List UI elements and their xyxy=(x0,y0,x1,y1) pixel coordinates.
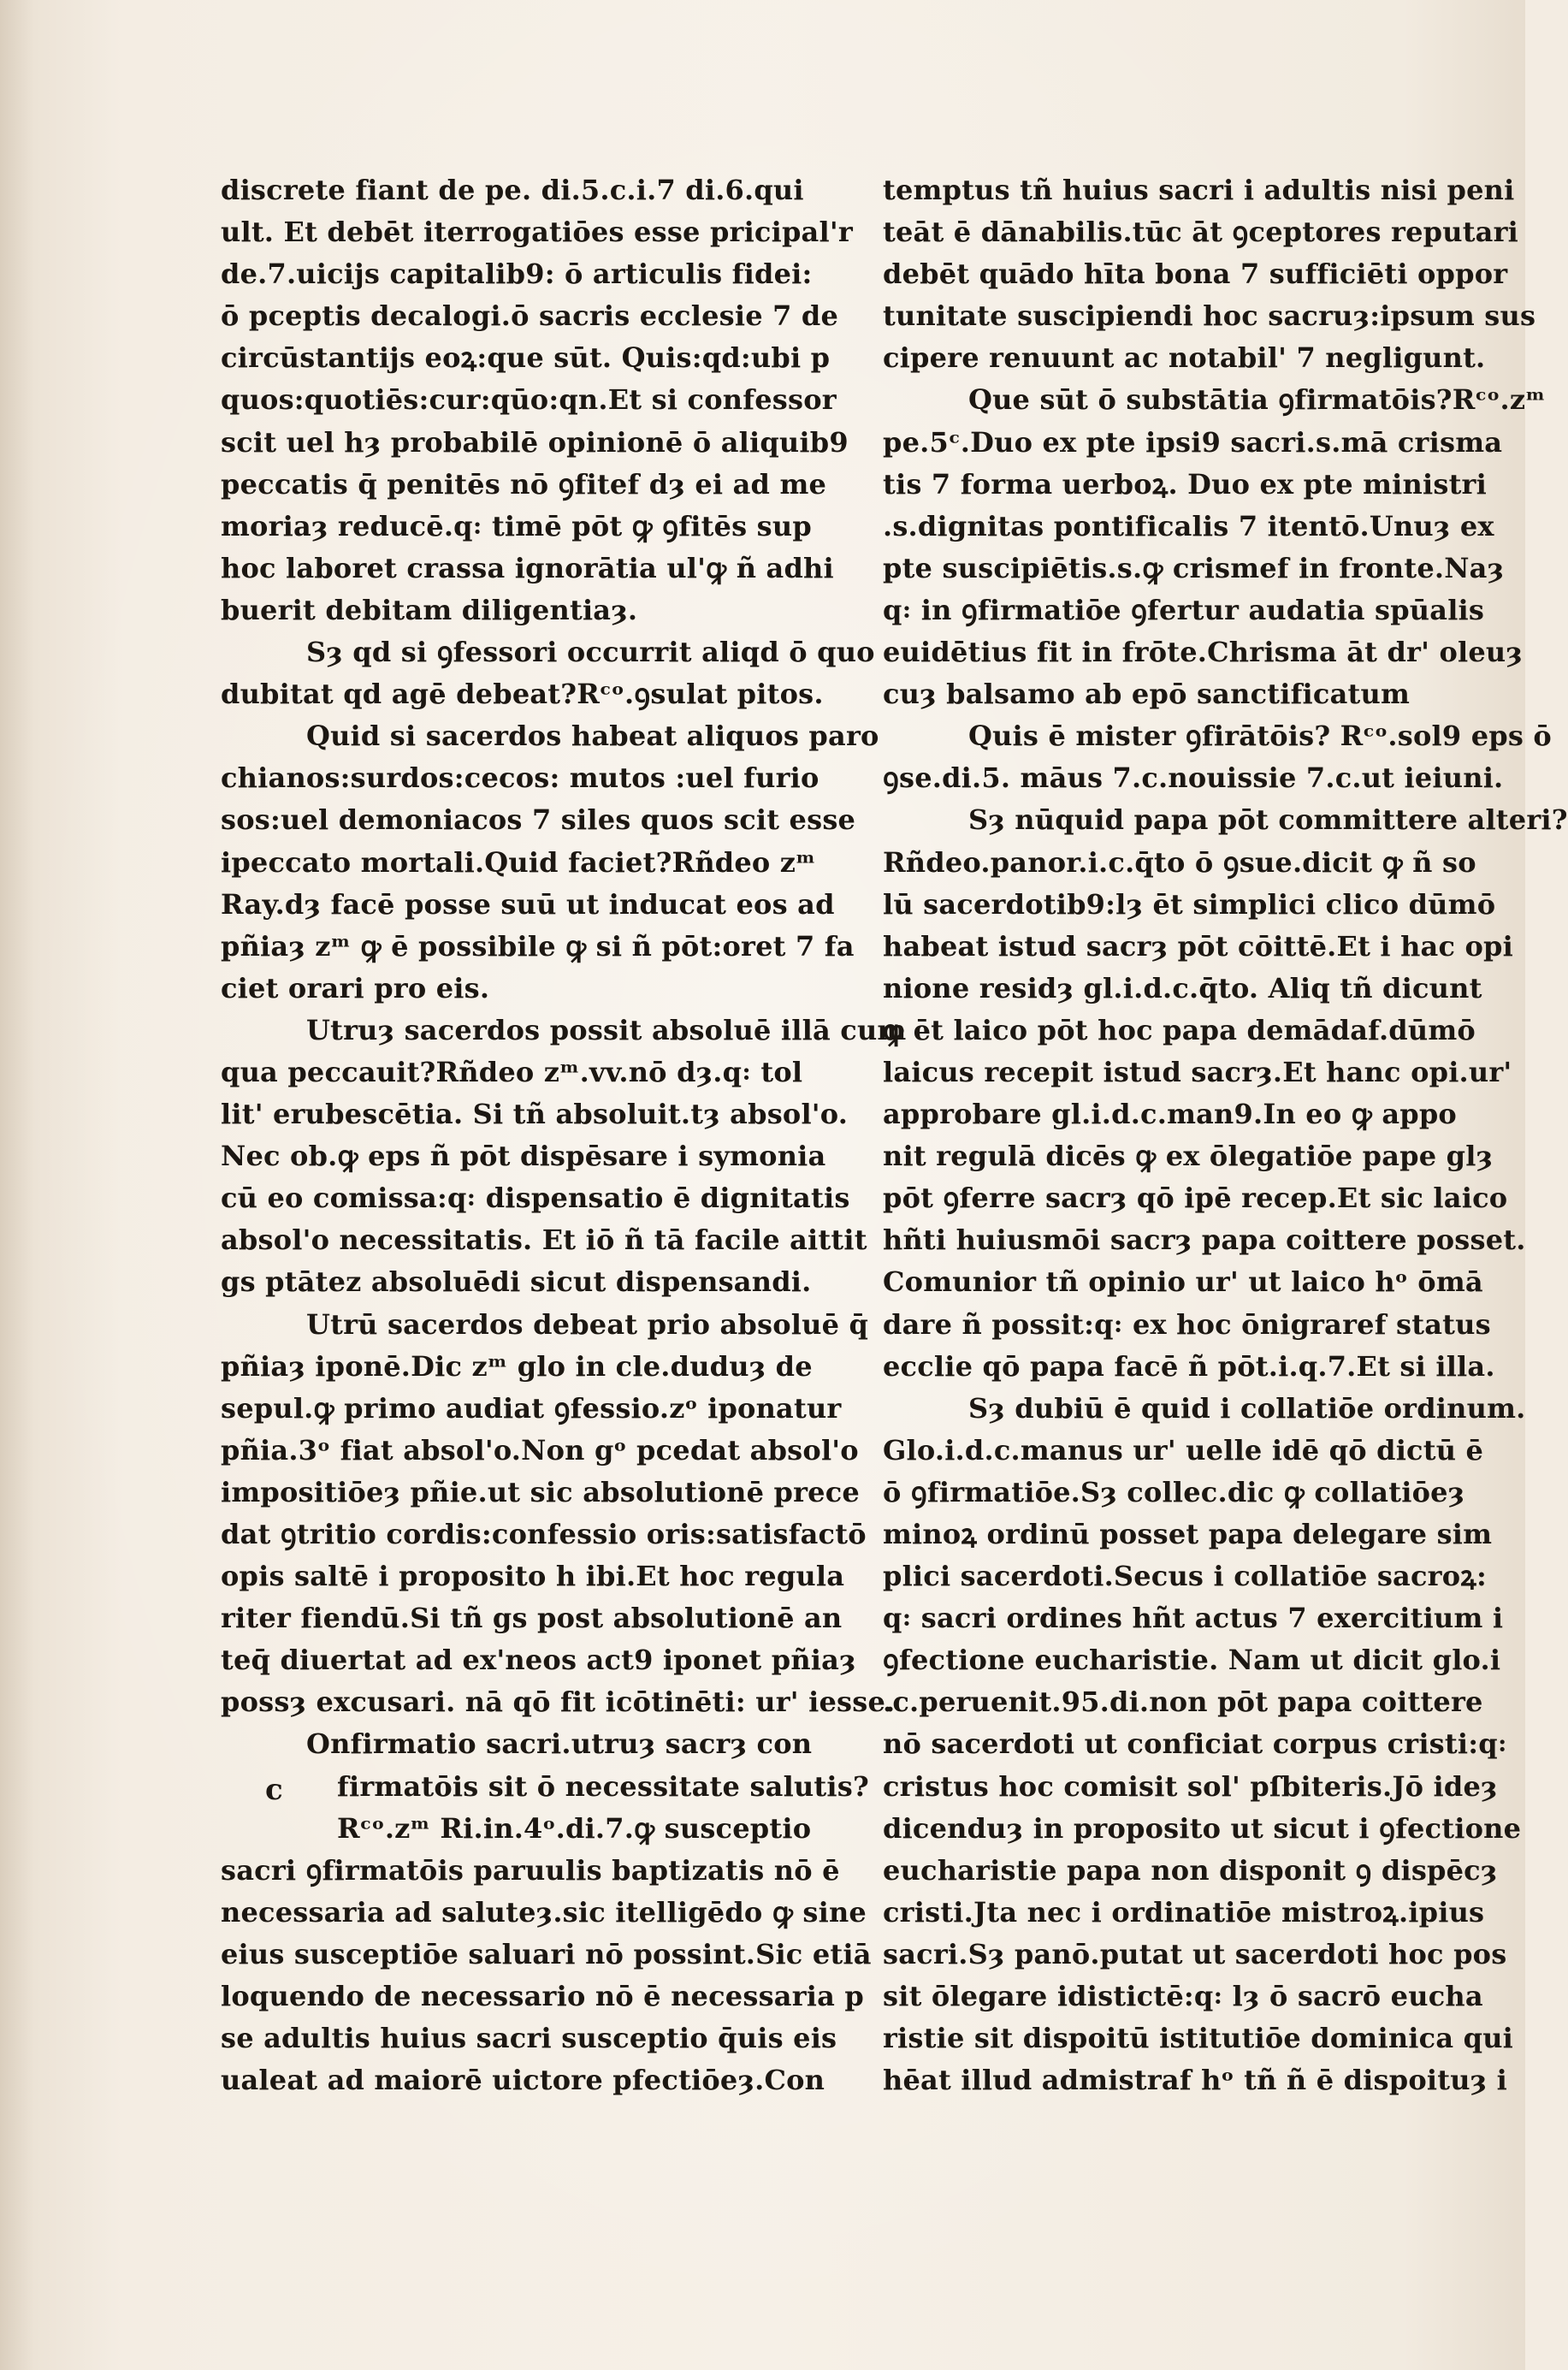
text-line: nit regulā dicēs ꝙ ex ōlegatiōe pape glȝ xyxy=(883,1140,1494,1173)
text-line: Quid si sacerdos habeat aliquos paro xyxy=(306,720,879,753)
text-line: ꝯse.di.5. māus 7.c.nouissie 7.c.ut ieiuni. xyxy=(883,761,1504,795)
text-line: ꝯfectione eucharistie. Nam ut dicit glo.i xyxy=(883,1644,1501,1677)
text-line: Sȝ nūquid papa pōt committere alteri? xyxy=(968,803,1568,837)
text-line: cū eo comissa:q꞉ dispensatio ē dignitatis xyxy=(221,1182,850,1215)
text-line: teq̄ diuertat ad ex'neos act9 iponet pñiaȝ xyxy=(221,1644,856,1677)
text-line: cipere renuunt ac notabil' 7 negligunt. xyxy=(883,341,1486,375)
text-line: sepul.ꝙ primo audiat ꝯfessio.zᵒ iponatur xyxy=(221,1391,842,1425)
text-line: Onfirmatio sacri.utruȝ sacrȝ con xyxy=(306,1727,813,1761)
text-line: se adultis huius sacri susceptio q̄uis eis xyxy=(221,2022,837,2055)
text-line: loquendo de necessario nō ē necessaria p xyxy=(221,1980,864,2013)
text-line: debēt quādo hīta bona 7 sufficiēti oppor xyxy=(883,258,1508,291)
text-line: euidētius fit in frōte.Chrisma āt dr' oleuȝ xyxy=(883,636,1524,669)
text-line: de.7.uicijs capitalib9: ō articulis fidei: xyxy=(221,258,813,291)
text-line: q꞉ in ꝯfirmatiōe ꝯfertur audatia spūalis xyxy=(883,593,1485,626)
text-line: ualeat ad maiorē uictore pfectiōeȝ.Con xyxy=(221,2064,825,2097)
text-line: habeat istud sacrȝ pōt cōittē.Et i hac opi xyxy=(883,929,1513,963)
text-line: qua peccauit?Rñdeo zᵐ.vv.nō dȝ.q꞉ tol xyxy=(221,1055,803,1088)
text-line: eucharistie papa non disponit ꝯ dispēcȝ xyxy=(883,1853,1498,1887)
text-line: riter fiendū.Si tñ gs post absolutionē an xyxy=(221,1602,843,1635)
text-line: eius susceptiōe saluari nō possint.Sic etiā xyxy=(221,1937,872,1970)
text-line: plici sacerdoti.Secus i collatiōe sacroꝝ: xyxy=(883,1560,1487,1593)
text-line: cristi.Jta nec i ordinatiōe mistroꝝ.ipius xyxy=(883,1895,1485,1929)
text-line: dat ꝯtritio cordis:confessio oris:satisfactō xyxy=(221,1518,867,1550)
text-line: ecclie qō papa facē ñ pōt.i.q.7.Et si illa. xyxy=(883,1349,1495,1383)
text-line: hoc laboret crassa ignorātia ul'ꝙ ñ adhi xyxy=(221,551,834,584)
text-line: Quis ē mister ꝯfirātōis? Rᶜᵒ.sol9 eps ō xyxy=(968,720,1552,753)
text-line: scit uel hȝ probabilē opinionē ō aliquib9 xyxy=(221,425,849,459)
left-text-column xyxy=(221,169,907,2101)
text-line: laicus recepit istud sacrȝ.Et hanc opi.ur' xyxy=(883,1055,1512,1088)
text-line: q꞉ sacri ordines hñt actus 7 exercitium i xyxy=(883,1602,1504,1635)
text-line: nione residȝ gl.i.d.c.q̄to. Aliq tñ dicunt xyxy=(883,971,1482,1004)
text-line: opis saltē i proposito h ibi.Et hoc regula xyxy=(221,1560,845,1593)
text-line: dubitat qd agē debeat?Rᶜᵒ.ꝯsulat pitos. xyxy=(221,678,824,711)
text-line: nō sacerdoti ut conficiat corpus cristi:q꞉ xyxy=(883,1727,1507,1761)
text-line: moriaȝ reducē.q꞉ timē pōt ꝙ ꝯfitēs sup xyxy=(221,509,812,542)
section-marker: c xyxy=(265,1773,283,1807)
text-line: sos:uel demoniacos 7 siles quos scit esse xyxy=(221,803,856,837)
text-line: dicenduȝ in proposito ut sicut i ꝯfectione xyxy=(883,1811,1522,1845)
text-line: tis 7 forma uerboꝝ. Duo ex pte ministri xyxy=(883,467,1487,501)
text-line: impositiōeȝ pñie.ut sic absolutionē prece xyxy=(221,1475,860,1508)
text-line: sacri.Sȝ panō.putat ut sacerdoti hoc pos xyxy=(883,1937,1507,1970)
text-line: quos:quotiēs:cur:qūo:qn.Et si confessor xyxy=(221,383,837,417)
text-line: chianos:surdos:cecos: mutos :uel furio xyxy=(221,761,820,795)
text-line: Glo.i.d.c.manus ur' uelle idē qō dictū ē xyxy=(883,1433,1484,1466)
text-line: circūstantijs eoꝝ:que sūt. Quis:qd:ubi p xyxy=(221,341,831,375)
text-line: Utrū sacerdos debeat prio absoluē q̄ xyxy=(306,1307,869,1341)
text-line: teāt ē dānabilis.tūc āt ꝯceptores reputari xyxy=(883,216,1519,249)
text-line: minoꝝ ordinū posset papa delegare sim xyxy=(883,1518,1493,1550)
text-line: pñiaȝ zᵐ ꝙ ē possibile ꝙ si ñ pōt:oret 7 fa xyxy=(221,929,855,963)
text-line: Rᶜᵒ.zᵐ Ri.in.4ᵒ.di.7.ꝙ susceptio xyxy=(337,1811,812,1845)
text-line: pe.5ᶜ.Duo ex pte ipsi9 sacri.s.mā crisma xyxy=(883,425,1503,459)
text-line: cristus hoc comisit sol' pſbiteris.Jō ideȝ xyxy=(883,1769,1498,1803)
text-line: Sȝ qd si ꝯfessori occurrit aliqd ō quo xyxy=(306,636,875,669)
text-line: approbare gl.i.d.c.man9.In eo ꝙ appo xyxy=(883,1098,1457,1131)
text-line: lit' erubescētia. Si tñ absoluit.tȝ absol'o. xyxy=(221,1098,849,1131)
text-line: tunitate suscipiendi hoc sacruȝ:ipsum sus xyxy=(883,299,1536,333)
text-line: cuȝ balsamo ab epō sanctificatum xyxy=(883,678,1411,711)
right-text-column xyxy=(883,169,1568,2101)
text-line: pñia.3ᵒ fiat absol'o.Non gᵒ pcedat absol'o xyxy=(221,1433,859,1466)
text-line: pōt ꝯferre sacrȝ qō ipē recep.Et sic laico xyxy=(883,1182,1508,1215)
text-line: ciet orari pro eis. xyxy=(221,971,490,1004)
text-line: gs ptātez absoluēdi sicut dispensandi. xyxy=(221,1265,812,1299)
text-line: ipeccato mortali.Quid faciet?Rñdeo zᵐ xyxy=(221,845,816,879)
text-line: possȝ excusari. nā qō fit icōtinēti: ur' iesse. xyxy=(221,1686,896,1719)
text-line: Sȝ dubiū ē quid i collatiōe ordinum. xyxy=(968,1391,1526,1425)
text-line: sit ōlegare idistictē:q꞉ lȝ ō sacrō eucha xyxy=(883,1980,1483,2013)
text-line: Utruȝ sacerdos possit absoluē illā cum xyxy=(306,1013,907,1046)
text-line: hēat illud admistraf hᵒ tñ ñ ē dispoituȝ i xyxy=(883,2064,1508,2097)
text-line: Comunior tñ opinio ur' ut laico hᵒ ōmā xyxy=(883,1265,1483,1299)
text-line: dare ñ possit:q꞉ ex hoc ōnigraref status xyxy=(883,1307,1491,1341)
text-line: discrete fiant de pe. di.5.c.i.7 di.6.qui xyxy=(221,174,804,206)
text-line: Rñdeo.panor.i.c.q̄to ō ꝯsue.dicit ꝙ ñ so xyxy=(883,845,1476,879)
text-line: ult. Et debēt iterrogatiōes esse pricipal'r xyxy=(221,216,853,249)
text-line: buerit debitam diligentiaȝ. xyxy=(221,593,638,626)
text-line: peccatis q̄ penitēs nō ꝯfitef dȝ ei ad me xyxy=(221,467,827,501)
text-line: Nec ob.ꝙ eps ñ pōt dispēsare i symonia xyxy=(221,1140,826,1173)
text-line: pñiaȝ iponē.Dic zᵐ glo in cle.duduȝ de xyxy=(221,1349,813,1383)
text-line: Que sūt ō substātia ꝯfirmatōis?Rᶜᵒ.zᵐ xyxy=(968,383,1546,417)
text-line: temptus tñ huius sacri i adultis nisi peni xyxy=(883,174,1515,206)
text-line: pte suscipiētis.s.ꝙ crismef in fronte.Naȝ xyxy=(883,551,1505,584)
text-line: ō pceptis decalogi.ō sacris ecclesie 7 de xyxy=(221,299,839,333)
page-edge-shadow xyxy=(0,0,34,2370)
text-line: .c.peruenit.95.di.non pōt papa coittere xyxy=(883,1686,1483,1719)
text-line: absol'o necessitatis. Et iō ñ tā facile aittit xyxy=(221,1224,867,1257)
text-line: hñti huiusmōi sacrȝ papa coittere posset. xyxy=(883,1224,1526,1257)
text-line: ō ꝯfirmatiōe.Sȝ collec.dic ꝙ collatiōeȝ xyxy=(883,1475,1465,1508)
text-line: lū sacerdotib9:lȝ ēt simplici clico dūmō xyxy=(883,887,1496,921)
text-line: ꝙ ēt laico pōt hoc papa demādaf.dūmō xyxy=(883,1013,1476,1046)
text-line: Ray.dȝ facē posse suū ut inducat eos ad xyxy=(221,887,835,921)
text-line: necessaria ad saluteȝ.sic itelligēdo ꝙ sine xyxy=(221,1895,867,1929)
text-line: ristie sit dispoitū istitutiōe dominica qui xyxy=(883,2022,1514,2055)
text-line: .s.dignitas pontificalis 7 itentō.Unuȝ ex xyxy=(883,509,1494,542)
text-line: firmatōis sit ō necessitate salutis? xyxy=(337,1769,869,1803)
text-line: sacri ꝯfirmatōis paruulis baptizatis nō ē xyxy=(221,1853,840,1887)
